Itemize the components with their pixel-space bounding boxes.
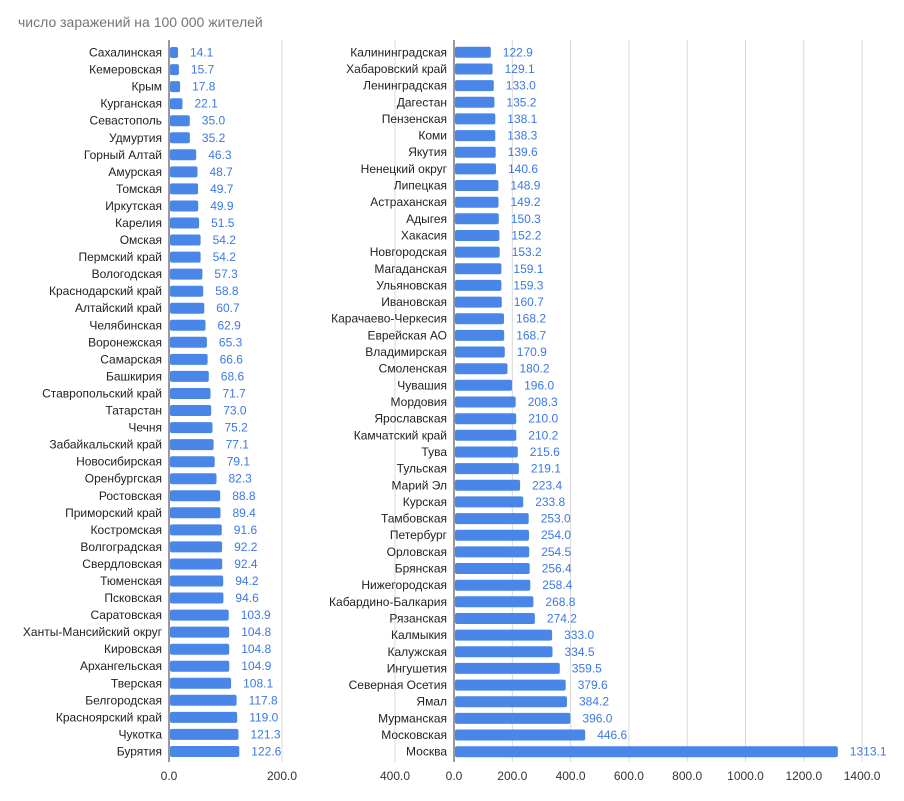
category-label: Тюменская <box>100 574 162 588</box>
category-label: Ульяновская <box>376 278 447 293</box>
bar <box>455 713 570 724</box>
bar <box>455 463 519 474</box>
category-label: Курская <box>402 494 447 509</box>
category-label: Владимирская <box>365 345 447 359</box>
x-tick-label: 1400.0 <box>843 769 881 783</box>
bar <box>455 247 500 258</box>
bar <box>455 380 512 391</box>
data-label: 139.6 <box>507 145 538 160</box>
bar <box>455 513 529 524</box>
category-label: Северная Осетия <box>348 678 447 693</box>
data-label: 92.2 <box>234 539 258 554</box>
x-tick-label: 0.0 <box>445 769 463 783</box>
category-label: Камчатский край <box>353 428 447 443</box>
category-label: Вологодская <box>91 267 162 282</box>
category-label: Калининградская <box>350 45 447 60</box>
category-label: Ингушетия <box>386 661 447 676</box>
data-label: 49.7 <box>210 181 234 196</box>
data-label: 153.2 <box>511 245 542 260</box>
category-label: Тува <box>421 445 447 459</box>
data-label: 210.2 <box>528 428 559 443</box>
bar <box>170 439 214 450</box>
data-label: 15.7 <box>190 62 215 77</box>
bar <box>455 530 529 541</box>
data-label: 17.8 <box>192 79 216 94</box>
data-label: 219.1 <box>530 461 561 476</box>
category-label: Курганская <box>100 96 162 111</box>
category-label: Оренбургская <box>84 471 162 486</box>
data-label: 46.3 <box>208 147 232 162</box>
bar <box>455 230 499 241</box>
category-label: Калмыкия <box>391 628 447 643</box>
category-label: Чукотка <box>118 727 162 742</box>
data-label: 148.9 <box>510 178 541 193</box>
data-label: 150.3 <box>510 211 541 226</box>
data-label: 258.4 <box>542 578 573 593</box>
bar <box>170 115 190 126</box>
bar <box>455 64 493 75</box>
category-label: Коми <box>418 128 447 143</box>
bar <box>455 397 516 408</box>
data-label: 65.3 <box>218 335 243 350</box>
bar <box>455 663 560 674</box>
category-label: Нижегородская <box>361 578 447 593</box>
bar <box>455 630 552 641</box>
data-label: 104.9 <box>241 659 272 674</box>
left-bar-panel <box>23 40 410 783</box>
bar <box>170 593 223 604</box>
data-label: 122.9 <box>502 45 533 60</box>
x-tick-label: 800.0 <box>672 769 703 783</box>
category-label: Костромская <box>90 522 162 537</box>
data-label: 82.3 <box>228 471 252 486</box>
category-label: Хабаровский край <box>346 62 447 76</box>
category-label: Горный Алтай <box>83 147 162 162</box>
bar <box>170 644 229 655</box>
category-label: Кировская <box>104 642 162 657</box>
bar <box>170 218 199 229</box>
data-label: 108.1 <box>243 676 274 691</box>
data-label: 254.0 <box>541 528 572 543</box>
bar <box>455 80 494 91</box>
bar <box>455 496 523 507</box>
data-label: 133.0 <box>505 78 536 93</box>
bar <box>170 166 198 177</box>
data-label: 88.8 <box>232 488 256 503</box>
x-tick-label: 400.0 <box>379 769 411 783</box>
data-label: 71.7 <box>222 386 246 401</box>
bar <box>170 371 209 382</box>
bar <box>455 730 585 741</box>
data-label: 334.5 <box>564 644 595 659</box>
bar <box>455 546 529 557</box>
data-label: 77.1 <box>225 437 249 452</box>
category-label: Амурская <box>108 164 162 179</box>
category-label: Рязанская <box>389 611 447 626</box>
category-label: Псковская <box>104 591 162 605</box>
data-label: 35.0 <box>201 113 226 128</box>
bar <box>170 524 222 535</box>
bar <box>170 354 208 365</box>
bar <box>455 263 501 274</box>
bar <box>455 47 491 58</box>
data-label: 168.2 <box>516 311 547 326</box>
data-label: 22.1 <box>194 96 218 111</box>
category-label: Ярославская <box>374 411 447 426</box>
category-label: Бурятия <box>116 744 162 759</box>
category-label: Карелия <box>115 216 162 230</box>
bar <box>455 280 501 291</box>
bar <box>455 313 504 324</box>
category-label: Дагестан <box>396 95 447 110</box>
bar <box>170 64 179 75</box>
x-tick-label: 0.0 <box>160 769 178 783</box>
x-tick-label: 1000.0 <box>727 769 764 783</box>
category-label: Челябинская <box>89 318 162 333</box>
category-label: Хакасия <box>400 228 447 243</box>
category-label: Воронежская <box>88 335 162 350</box>
bar <box>455 413 516 424</box>
bar <box>170 729 239 740</box>
data-label: 119.0 <box>249 710 279 725</box>
bar <box>455 580 530 591</box>
data-label: 35.2 <box>201 130 226 145</box>
data-label: 94.6 <box>235 591 259 605</box>
data-label: 104.8 <box>241 625 272 640</box>
category-label: Пензенская <box>381 111 447 126</box>
bar <box>455 696 567 707</box>
category-label: Башкирия <box>105 369 162 384</box>
bar <box>455 130 495 141</box>
data-label: 254.5 <box>541 544 572 559</box>
bar <box>455 113 495 124</box>
category-label: Магаданская <box>374 261 447 276</box>
data-label: 333.0 <box>564 628 595 643</box>
bar <box>170 320 206 331</box>
data-label: 48.7 <box>209 164 233 179</box>
bar <box>455 297 502 308</box>
data-label: 104.8 <box>241 642 272 657</box>
category-label: Карачаево-Черкесия <box>331 311 447 326</box>
category-label: Ненецкий округ <box>360 161 447 176</box>
data-label: 223.4 <box>532 478 563 493</box>
bar <box>170 507 221 518</box>
data-label: 89.4 <box>232 505 256 520</box>
data-label: 446.6 <box>597 728 628 742</box>
data-label: 384.2 <box>579 694 610 709</box>
bar <box>455 430 516 441</box>
bar <box>455 646 553 657</box>
bar <box>455 596 533 607</box>
category-label: Тверская <box>110 676 162 691</box>
bar <box>170 610 229 621</box>
bar <box>170 269 202 280</box>
data-label: 58.8 <box>215 284 239 299</box>
bar <box>170 661 229 672</box>
category-label: Иркутская <box>105 199 162 213</box>
bar <box>170 149 196 160</box>
category-label: Крым <box>131 79 162 94</box>
category-label: Севастополь <box>89 113 162 128</box>
category-label: Красноярский край <box>55 710 162 725</box>
bar <box>455 746 838 757</box>
data-label: 49.9 <box>210 199 234 213</box>
bar <box>170 132 190 143</box>
data-label: 138.1 <box>507 111 538 126</box>
category-label: Мордовия <box>390 395 447 409</box>
category-label: Тамбовская <box>380 511 447 526</box>
category-label: Орловская <box>386 544 447 559</box>
x-tick-label: 400.0 <box>555 769 586 783</box>
data-label: 149.2 <box>510 195 541 210</box>
category-label: Самарская <box>100 352 162 367</box>
category-label: Саратовская <box>90 608 162 623</box>
bar <box>170 98 183 109</box>
data-label: 256.4 <box>541 561 572 576</box>
data-label: 121.3 <box>250 727 281 742</box>
chart-title: число заражений на 100 000 жителей <box>18 14 263 30</box>
category-label: Чувашия <box>397 378 447 393</box>
data-label: 170.9 <box>516 345 547 359</box>
data-label: 135.2 <box>506 95 537 110</box>
x-tick-label: 1200.0 <box>785 769 823 783</box>
category-label: Чечня <box>128 420 162 435</box>
bar <box>455 680 566 691</box>
category-label: Новгородская <box>369 245 447 260</box>
bar <box>170 388 211 399</box>
category-label: Мурманская <box>378 711 447 726</box>
data-label: 253.0 <box>540 511 571 526</box>
category-label: Астраханская <box>370 195 447 210</box>
data-label: 62.9 <box>217 318 241 333</box>
category-label: Ставропольский край <box>42 386 162 401</box>
data-label: 140.6 <box>508 161 539 176</box>
category-label: Приморский край <box>65 505 162 520</box>
bar <box>455 330 504 341</box>
data-label: 79.1 <box>226 454 251 469</box>
bar <box>170 490 220 501</box>
bar <box>455 197 499 208</box>
data-label: 103.9 <box>240 608 271 623</box>
x-tick-label: 200.0 <box>497 769 528 783</box>
bar <box>170 235 201 246</box>
data-label: 152.2 <box>511 228 542 243</box>
bar <box>170 456 215 467</box>
data-label: 359.5 <box>571 661 602 676</box>
data-label: 159.1 <box>513 261 544 276</box>
data-label: 233.8 <box>535 494 566 509</box>
bar <box>455 163 496 174</box>
data-label: 138.3 <box>507 128 538 143</box>
bar <box>170 81 180 92</box>
data-label: 54.2 <box>212 233 236 247</box>
bar <box>170 286 203 297</box>
category-label: Москва <box>406 744 447 759</box>
bar <box>170 337 207 348</box>
data-label: 168.7 <box>516 328 547 343</box>
category-label: Ямал <box>416 694 447 709</box>
data-label: 91.6 <box>233 522 258 537</box>
bar <box>170 576 223 587</box>
category-label: Сахалинская <box>88 45 162 60</box>
category-label: Томская <box>115 181 162 196</box>
data-label: 160.7 <box>513 295 544 310</box>
data-label: 1313.1 <box>849 744 887 759</box>
category-label: Свердловская <box>82 557 162 571</box>
category-label: Еврейская АО <box>367 328 447 343</box>
category-label: Ивановская <box>381 295 447 310</box>
bar <box>455 180 498 191</box>
data-label: 215.6 <box>529 445 560 459</box>
data-label: 196.0 <box>524 378 555 393</box>
category-label: Марий Эл <box>391 478 447 493</box>
bar <box>455 213 499 224</box>
category-label: Новосибирская <box>76 454 162 469</box>
bar <box>170 303 204 314</box>
category-label: Пермский край <box>78 250 162 265</box>
data-label: 379.6 <box>577 678 608 693</box>
bar <box>455 347 505 358</box>
bar <box>170 712 237 723</box>
data-label: 180.2 <box>519 361 550 376</box>
data-label: 60.7 <box>216 301 240 316</box>
data-label: 396.0 <box>582 711 613 726</box>
bar <box>455 613 535 624</box>
category-label: Петербург <box>389 528 447 543</box>
data-label: 122.6 <box>251 744 282 759</box>
category-label: Адыгея <box>406 211 447 226</box>
data-label: 117.8 <box>248 693 278 708</box>
category-label: Брянская <box>394 561 447 576</box>
data-label: 57.3 <box>214 267 238 282</box>
category-label: Тульская <box>396 461 447 476</box>
data-label: 92.4 <box>234 557 258 571</box>
bar <box>170 252 201 263</box>
data-label: 68.6 <box>220 369 245 384</box>
category-label: Ростовская <box>98 488 162 503</box>
data-label: 129.1 <box>504 62 535 76</box>
x-tick-label: 600.0 <box>613 769 644 783</box>
data-label: 54.2 <box>212 250 236 265</box>
category-label: Алтайский край <box>74 301 162 316</box>
bar <box>455 563 530 574</box>
data-label: 159.3 <box>513 278 544 293</box>
category-label: Калужская <box>387 644 447 659</box>
category-label: Архангельская <box>79 659 162 674</box>
bar <box>170 47 178 58</box>
bar <box>455 363 508 374</box>
bar <box>170 678 231 689</box>
category-label: Кемеровская <box>89 62 162 77</box>
category-label: Краснодарский край <box>48 284 162 299</box>
bar <box>170 746 239 757</box>
category-label: Ленинградская <box>363 78 447 93</box>
category-label: Кабардино-Балкария <box>329 594 447 609</box>
bar <box>455 147 496 158</box>
category-label: Ханты-Мансийский округ <box>22 625 162 640</box>
category-label: Смоленская <box>378 361 447 376</box>
bar <box>170 473 217 484</box>
category-label: Якутия <box>408 145 447 160</box>
data-label: 210.0 <box>528 411 559 426</box>
bar <box>170 559 222 570</box>
category-label: Татарстан <box>105 403 162 418</box>
category-label: Липецкая <box>393 178 447 193</box>
bar <box>455 480 520 491</box>
bar <box>170 627 229 638</box>
data-label: 208.3 <box>527 395 558 409</box>
data-label: 14.1 <box>190 45 214 60</box>
category-label: Московская <box>381 728 447 742</box>
data-label: 268.8 <box>545 594 576 609</box>
bar <box>455 97 494 108</box>
category-label: Волгоградская <box>80 539 162 554</box>
data-label: 94.2 <box>235 574 259 588</box>
bar <box>170 422 213 433</box>
x-tick-label: 200.0 <box>266 769 298 783</box>
bar <box>455 447 518 458</box>
data-label: 75.2 <box>224 420 248 435</box>
right-bar-panel <box>329 40 887 783</box>
data-label: 274.2 <box>546 611 577 626</box>
data-label: 73.0 <box>223 403 247 418</box>
data-label: 51.5 <box>211 216 235 230</box>
category-label: Белгородская <box>85 693 162 708</box>
category-label: Омская <box>119 233 162 247</box>
bar <box>170 405 211 416</box>
category-label: Забайкальский край <box>49 437 162 452</box>
bar <box>170 541 222 552</box>
bar <box>170 183 198 194</box>
category-label: Удмуртия <box>108 130 162 145</box>
bar <box>170 695 237 706</box>
data-label: 66.6 <box>219 352 243 367</box>
bar <box>170 201 198 212</box>
